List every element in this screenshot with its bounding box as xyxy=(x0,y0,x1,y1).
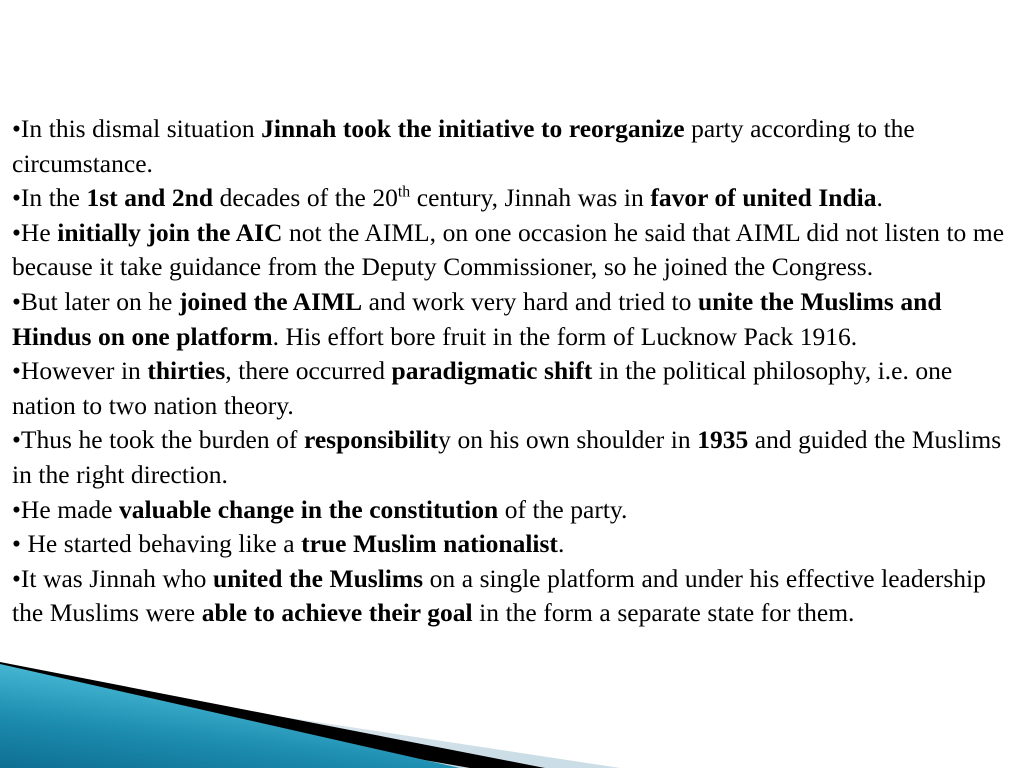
text-run: , there occurred xyxy=(225,356,392,386)
text-run: of the party. xyxy=(498,494,628,524)
text-run: and guided the Muslims in the right direction. xyxy=(12,425,1002,489)
text-run: •But later on he xyxy=(12,286,179,316)
bullet-paragraph xyxy=(12,423,1016,492)
emphasis-run: favor of united India xyxy=(650,183,877,213)
text-run: party according to the circumstance. xyxy=(12,114,915,178)
bullet-paragraph xyxy=(12,562,1016,631)
ordinal-superscript: th xyxy=(397,183,411,201)
bullet-paragraph xyxy=(12,493,1016,528)
text-run: •He xyxy=(12,217,58,247)
text-run: . xyxy=(557,529,565,559)
text-run: • He started behaving like a xyxy=(12,529,302,559)
text-run: and work very hard and tried to xyxy=(362,286,698,316)
bottom-left-diagonal-banner-decoration xyxy=(0,656,640,768)
emphasis-run: initially join the AIC xyxy=(57,217,283,247)
emphasis-run: united the Muslims xyxy=(212,563,424,593)
bullet-paragraph xyxy=(12,112,1016,181)
emphasis-run: joined the AIML xyxy=(178,286,363,316)
bullet-paragraph xyxy=(12,216,1016,285)
emphasis-run: responsibilit xyxy=(304,425,439,455)
text-run: •However in xyxy=(12,356,148,386)
emphasis-run: 1st and 2nd xyxy=(86,183,214,213)
emphasis-run: Jinnah took the initiative to reorganize xyxy=(261,114,685,143)
text-run: •It was Jinnah who xyxy=(12,563,213,593)
emphasis-run: valuable change in the constitution xyxy=(119,494,499,524)
text-run: decades of the 20 xyxy=(213,183,398,213)
emphasis-run: unite the Muslims and Hindus on one platform xyxy=(12,286,942,351)
text-run: century, Jinnah was in xyxy=(410,183,651,213)
emphasis-run: paradigmatic shift xyxy=(391,356,593,386)
bullet-paragraph xyxy=(12,181,1016,216)
text-run: y on his own shoulder in xyxy=(438,425,698,455)
text-run: not the AIML, on one occasion he said that AIML did not listen to me because it take guidance from the Deputy Commissioner, so he joined the Congress. xyxy=(12,217,1005,282)
text-run: •In this dismal situation xyxy=(12,114,262,143)
text-run: on a single platform and under his effective leadership the Muslims were xyxy=(12,563,986,628)
slide-body-text xyxy=(12,112,1016,631)
teal-triangle xyxy=(0,664,460,768)
emphasis-run: 1935 xyxy=(697,425,749,455)
black-diagonal-stripe xyxy=(0,662,545,768)
bullet-paragraph xyxy=(12,285,1016,354)
bullet-paragraph xyxy=(12,354,1016,423)
text-run: in the form a separate state for them. xyxy=(472,598,855,628)
text-run: •Thus he took the burden of xyxy=(12,425,304,455)
emphasis-run: true Muslim nationalist xyxy=(301,529,558,559)
emphasis-run: thirties xyxy=(147,356,226,386)
text-run: . xyxy=(876,183,883,213)
text-run: in the political philosophy, i.e. one nation to two nation theory. xyxy=(12,356,953,420)
text-run: . His effort bore fruit in the form of Lucknow Pack 1916. xyxy=(272,321,858,351)
text-run: •In the xyxy=(12,183,87,213)
emphasis-run: able to achieve their goal xyxy=(201,598,473,628)
text-run: •He made xyxy=(12,494,120,524)
decoration-svg xyxy=(0,656,640,768)
bullet-paragraph xyxy=(12,527,1016,562)
pale-blue-band xyxy=(0,674,620,768)
